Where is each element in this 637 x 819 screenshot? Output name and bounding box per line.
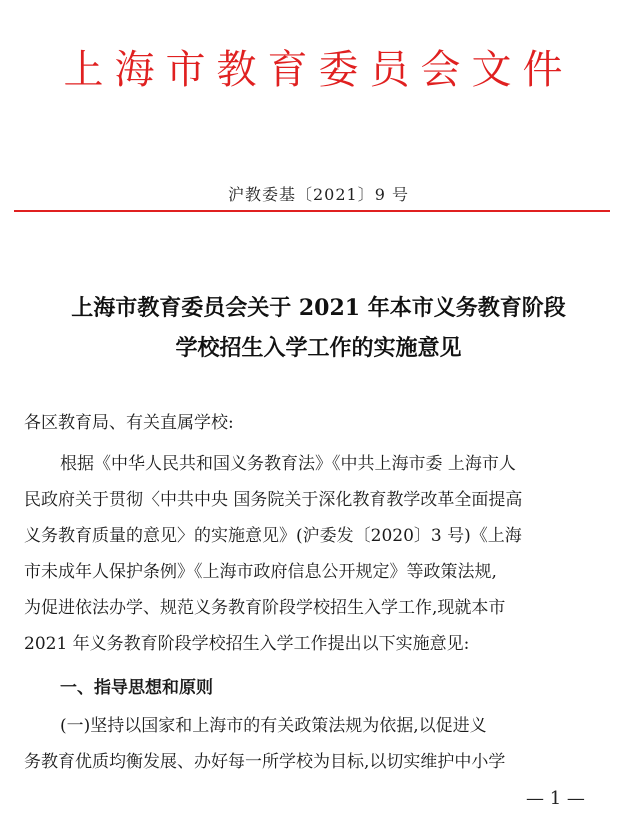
- salutation: 各区教育局、有关直属学校:: [24, 413, 234, 433]
- paragraph-line: 务教育优质均衡发展、办好每一所学校为目标,以切实维护中小学: [24, 752, 506, 772]
- red-separator-line: [14, 210, 610, 212]
- paragraph-line: 民政府关于贯彻〈中共中央 国务院关于深化教育教学改革全面提高: [24, 490, 523, 510]
- document-title-line-2: 学校招生入学工作的实施意见: [175, 335, 462, 361]
- section-heading: 一、指导思想和原则: [60, 678, 213, 698]
- page-number: — 1 —: [526, 788, 585, 809]
- paragraph-line: 义务教育质量的意见〉的实施意见》(沪委发〔2020〕3 号)《上海: [24, 526, 522, 546]
- document-number: 沪教委基〔2021〕9 号: [228, 185, 409, 204]
- paragraph-line: 根据《中华人民共和国义务教育法》《中共上海市委 上海市人: [60, 454, 516, 474]
- document-title-line-1: 上海市教育委员会关于 2021 年本市义务教育阶段: [71, 295, 566, 321]
- paragraph-line: 为促进依法办学、规范义务教育阶段学校招生入学工作,现就本市: [24, 598, 506, 618]
- paragraph-line: 市未成年人保护条例》《上海市政府信息公开规定》等政策法规,: [24, 562, 497, 582]
- paragraph-line: 2021 年义务教育阶段学校招生入学工作提出以下实施意见:: [24, 634, 470, 654]
- paragraph-line: (一)坚持以国家和上海市的有关政策法规为依据,以促进义: [60, 716, 487, 736]
- issuing-authority-header: 上海市教育委员会文件: [63, 47, 574, 93]
